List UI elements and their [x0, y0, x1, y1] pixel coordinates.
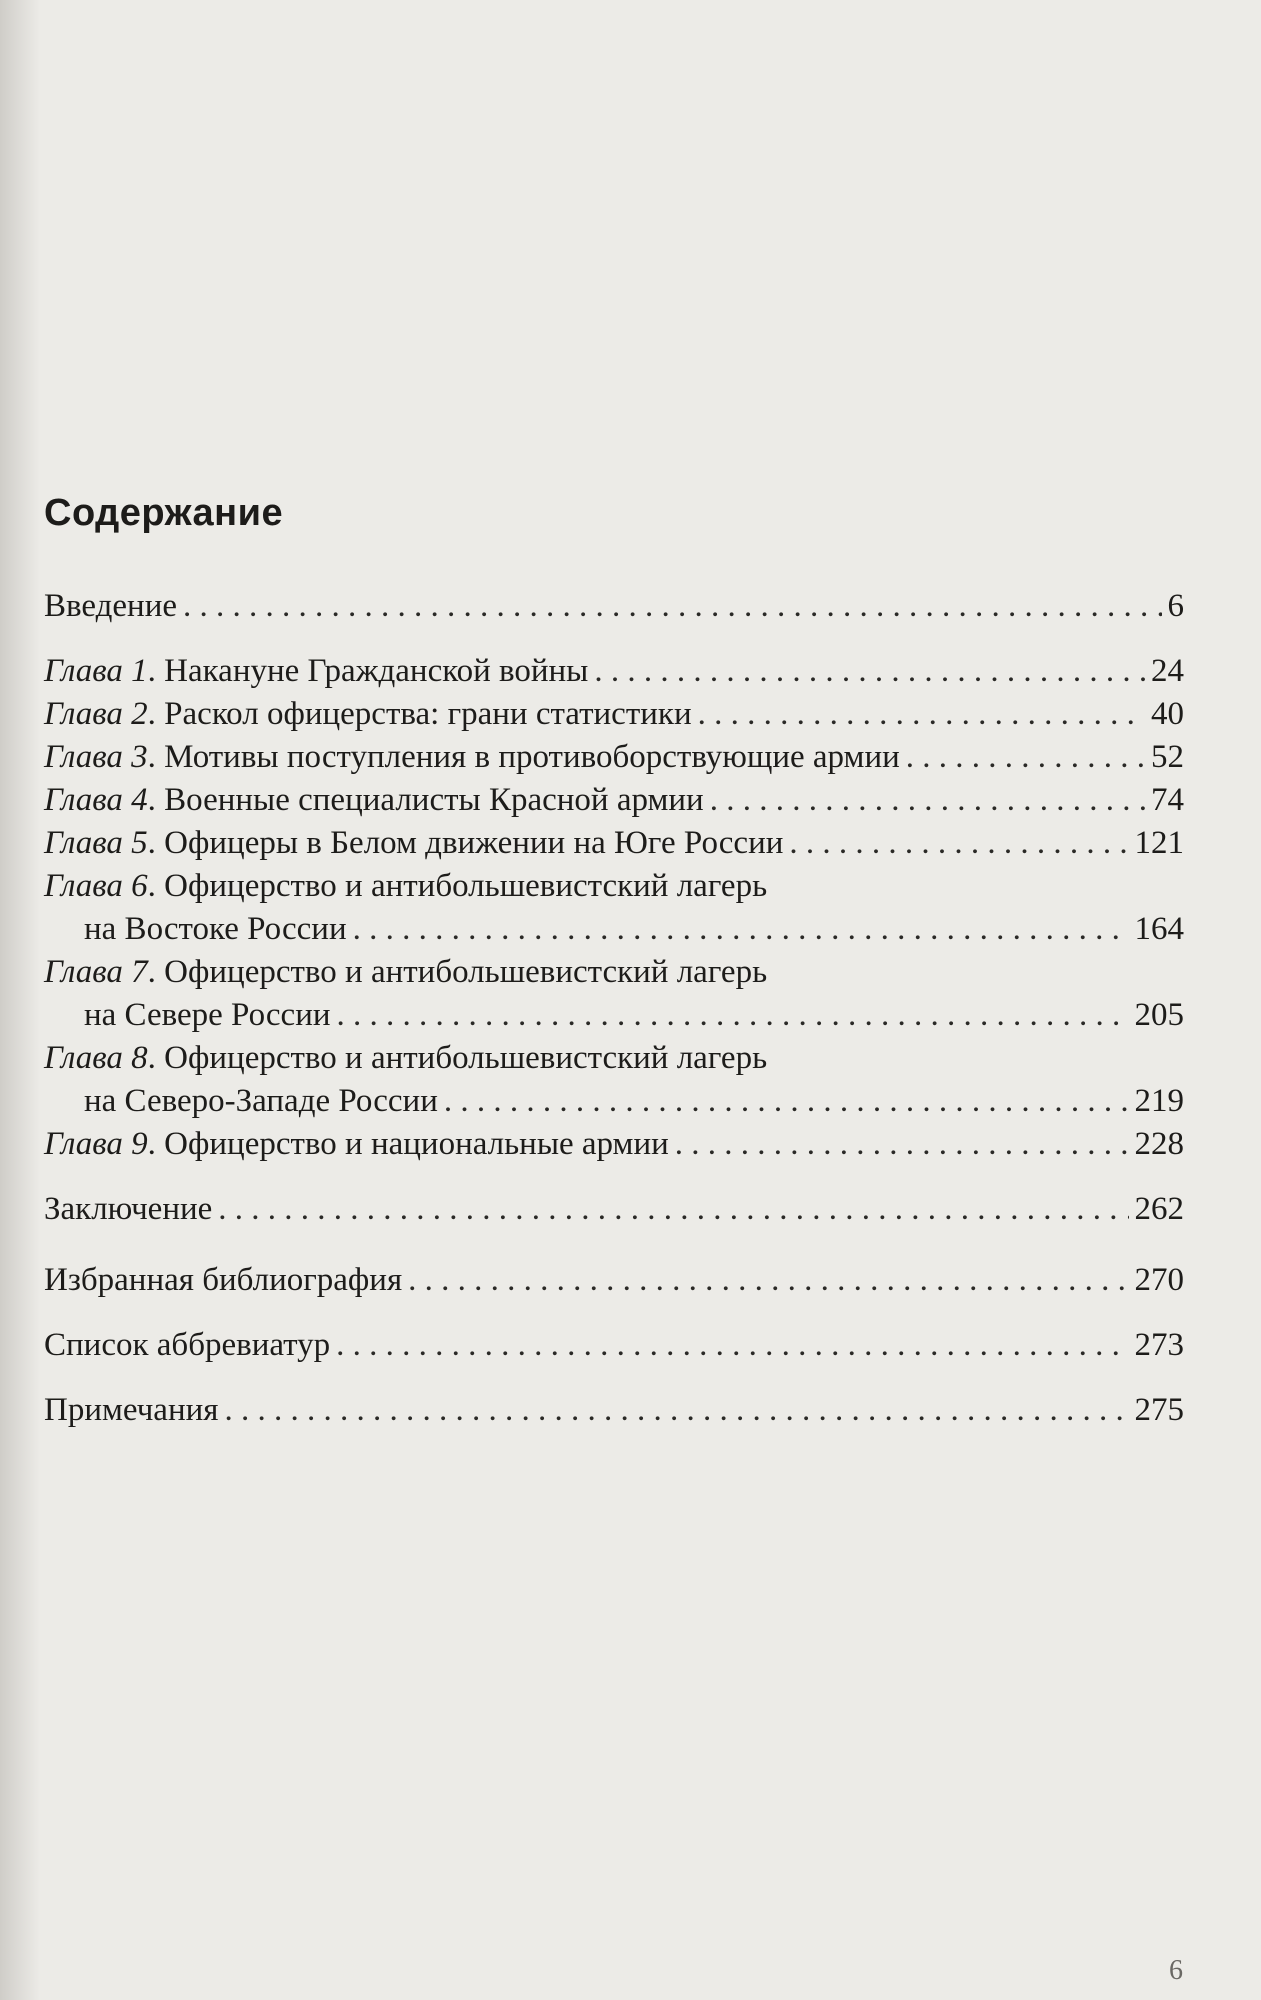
toc-entry-label: Список аббревиатур [44, 1327, 331, 1363]
leader-dots [675, 1123, 1129, 1166]
chapter-title-continued: на Севере России [84, 997, 331, 1033]
toc-entry-page: 74 [1151, 782, 1184, 818]
toc-entry-page: 24 [1151, 653, 1184, 689]
toc-entry-conclusion[interactable] [44, 1188, 1184, 1231]
chapter-number: Глава 9 [44, 1126, 148, 1162]
toc-entry-chapter-1[interactable]: Глава 1. Накануне Гражданской войны . . . 24 [44, 650, 1184, 693]
chapter-number: Глава 5 [44, 825, 148, 861]
chapter-title: Офицерство и антибольшевистский лагерь [164, 868, 768, 904]
chapter-title: Военные специалисты Красной армии [164, 782, 704, 818]
toc-entry-label: Введение [44, 588, 178, 624]
chapter-number: Глава 4 [44, 782, 148, 818]
chapter-title: Раскол офицерства: грани статистики [164, 696, 692, 732]
toc-entry-notes[interactable] [44, 1389, 1184, 1432]
chapter-title: Мотивы поступления в противоборствующие армии [164, 739, 900, 775]
toc-entry-chapter-7[interactable]: Глава 7. Офицерство и антибольшевистский лагерь на Севере России . . . 205 [44, 951, 1184, 1037]
toc-entry-chapter-8[interactable]: Глава 8. Офицерство и антибольшевистский лагерь на Северо-Западе России . . . 219 [44, 1037, 1184, 1123]
toc-entry-page: 228 [1134, 1126, 1184, 1162]
chapter-number: Глава 1 [44, 653, 148, 689]
leader-dots [710, 779, 1145, 822]
toc-entry-bibliography[interactable] [44, 1259, 1184, 1302]
toc-entry-chapter-3[interactable]: Глава 3. Мотивы поступления в противоборствующие армии . . . 52 [44, 736, 1184, 779]
toc-entry-abbreviations[interactable] [44, 1324, 1184, 1367]
leader-dots [698, 693, 1145, 736]
chapter-title-continued: на Востоке России [84, 911, 347, 947]
toc-entry-page: 270 [1134, 1262, 1184, 1298]
leader-dots [408, 1259, 1128, 1302]
leader-dots [444, 1080, 1129, 1123]
toc-entry-page: 273 [1134, 1327, 1184, 1363]
leader-dots [337, 994, 1129, 1037]
leader-dots [218, 1188, 1128, 1231]
toc-title: Содержание [44, 492, 284, 534]
toc-entry-label: Заключение [44, 1191, 213, 1227]
toc-entry-chapter-9[interactable]: Глава 9. Офицерство и национальные армии . . . 228 [44, 1123, 1184, 1166]
toc-entry-chapter-2[interactable]: Глава 2. Раскол офицерства: грани статистики . . . 40 [44, 693, 1184, 736]
leader-dots [183, 585, 1161, 628]
chapter-title: Накануне Гражданской войны [164, 653, 589, 689]
chapter-title: Офицерство и антибольшевистский лагерь [164, 1040, 768, 1076]
toc-entry-page: 52 [1151, 739, 1184, 775]
chapter-title-continued: на Северо-Западе России [84, 1083, 438, 1119]
chapter-number: Глава 2 [44, 696, 148, 732]
leader-dots [224, 1389, 1128, 1432]
toc-entry-label: Примечания [44, 1392, 219, 1428]
chapter-number: Глава 7 [44, 954, 148, 990]
toc-entry-chapter-4[interactable]: Глава 4. Военные специалисты Красной армии . . . 74 [44, 779, 1184, 822]
chapter-number: Глава 3 [44, 739, 148, 775]
leader-dots [594, 650, 1145, 693]
chapter-number: Глава 6 [44, 868, 148, 904]
chapter-title: Офицеры в Белом движении на Юге России [164, 825, 784, 861]
leader-dots [906, 736, 1145, 779]
chapter-title: Офицерство и антибольшевистский лагерь [164, 954, 768, 990]
toc-entry-page: 40 [1151, 696, 1184, 732]
leader-dots [789, 822, 1128, 865]
toc-entry-page: 275 [1134, 1392, 1184, 1428]
leader-dots [336, 1324, 1128, 1367]
toc-entry-chapter-6[interactable]: Глава 6. Офицерство и антибольшевистский лагерь на Востоке России . . . 164 [44, 865, 1184, 951]
page-edge-shadow [0, 0, 40, 2000]
toc-entry-page: 164 [1134, 911, 1184, 947]
toc-entry-introduction[interactable] [44, 585, 1184, 628]
toc-entry-page: 205 [1134, 997, 1184, 1033]
page-number: 6 [1169, 1955, 1183, 1986]
chapter-title: Офицерство и национальные армии [164, 1126, 669, 1162]
toc-entry-page: 121 [1134, 825, 1184, 861]
toc-entry-page: 6 [1167, 588, 1184, 624]
chapter-number: Глава 8 [44, 1040, 148, 1076]
table-of-contents [44, 585, 1184, 1432]
toc-entry-page: 219 [1134, 1083, 1184, 1119]
toc-entry-chapter-5[interactable]: Глава 5. Офицеры в Белом движении на Юге России . . . 121 [44, 822, 1184, 865]
toc-entry-page: 262 [1134, 1191, 1184, 1227]
leader-dots [353, 908, 1129, 951]
toc-entry-label: Избранная библиография [44, 1262, 403, 1298]
